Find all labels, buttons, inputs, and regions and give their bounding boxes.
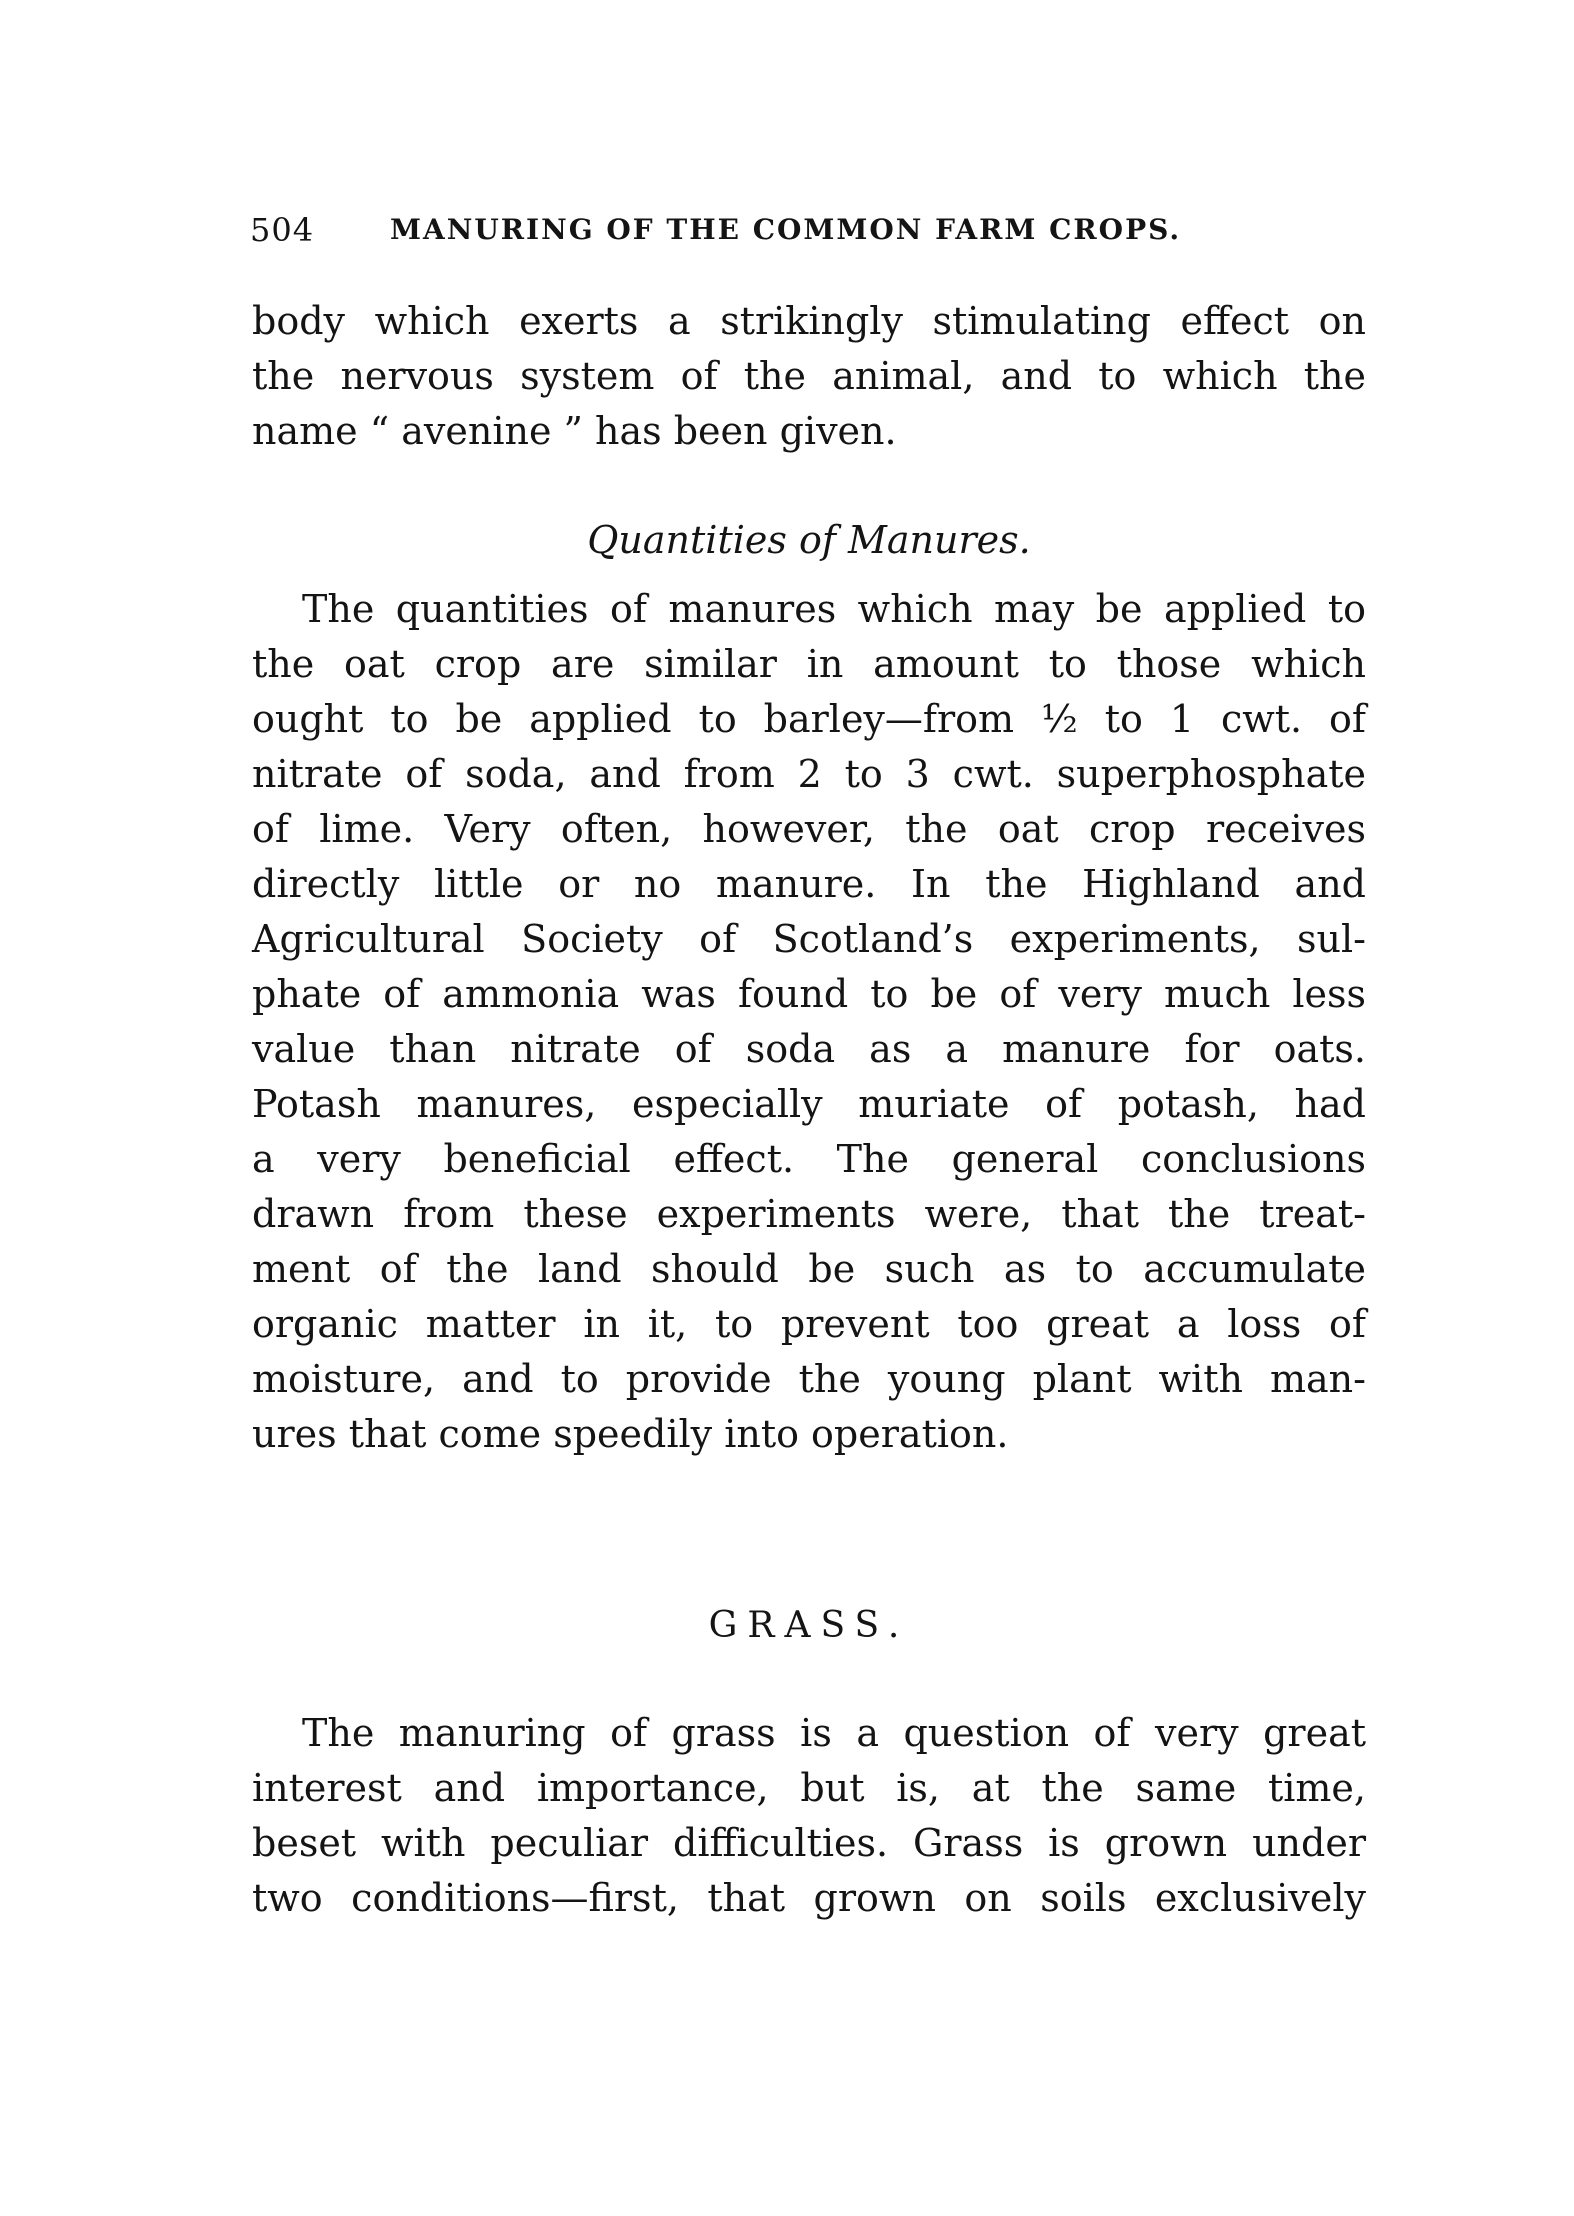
text-line: beset with peculiar difficulties. Grass is grown under bbox=[252, 1821, 1366, 1865]
text-line: The quantities of manures which may be applied to bbox=[302, 587, 1366, 631]
text-line: of lime. Very often, however, the oat crop receives bbox=[252, 807, 1366, 851]
text-line: ment of the land should be such as to accumulate bbox=[252, 1247, 1366, 1291]
text-line: Agricultural Society of Scotland’s experiments, sul- bbox=[252, 917, 1366, 961]
page-number: 504 bbox=[250, 211, 315, 249]
text-line: a very beneficial effect. The general conclusions bbox=[252, 1137, 1366, 1181]
text-line: The manuring of grass is a question of very great bbox=[302, 1711, 1366, 1755]
paragraph-grass bbox=[252, 1706, 1366, 1926]
running-head bbox=[250, 208, 1370, 252]
text-line: value than nitrate of soda as a manure for oats. bbox=[252, 1027, 1366, 1071]
text-line: name “ avenine ” has been given. bbox=[252, 409, 897, 453]
text-line: moisture, and to provide the young plant with man- bbox=[252, 1357, 1366, 1401]
text-line: drawn from these experiments were, that the treat- bbox=[252, 1192, 1366, 1236]
text-line: Potash manures, especially muriate of potash, had bbox=[252, 1082, 1366, 1126]
text-line: ures that come speedily into operation. bbox=[252, 1412, 1009, 1456]
paragraph-avenine bbox=[252, 294, 1366, 459]
text-line: body which exerts a strikingly stimulating effect on bbox=[252, 299, 1366, 343]
text-line: ought to be applied to barley—from ½ to 1 cwt. of bbox=[252, 697, 1366, 741]
text-line: phate of ammonia was found to be of very much less bbox=[252, 972, 1366, 1016]
text-line: the nervous system of the animal, and to which the bbox=[252, 354, 1366, 398]
text-line: the oat crop are similar in amount to those which bbox=[252, 642, 1366, 686]
section-heading-grass: GRASS. bbox=[708, 1605, 910, 1646]
text-line: organic matter in it, to prevent too great a loss of bbox=[252, 1302, 1366, 1346]
text-line: directly little or no manure. In the Highland and bbox=[252, 862, 1366, 906]
section-heading-quantities: Quantities of Manures. bbox=[587, 518, 1031, 562]
text-line: nitrate of soda, and from 2 to 3 cwt. superphosphate bbox=[252, 752, 1366, 796]
running-title: MANURING OF THE COMMON FARM CROPS. bbox=[390, 213, 1182, 246]
text-line: two conditions—first, that grown on soils exclusively bbox=[252, 1876, 1366, 1920]
text-line: interest and importance, but is, at the same time, bbox=[252, 1766, 1366, 1810]
paragraph-quantities bbox=[252, 582, 1366, 1462]
